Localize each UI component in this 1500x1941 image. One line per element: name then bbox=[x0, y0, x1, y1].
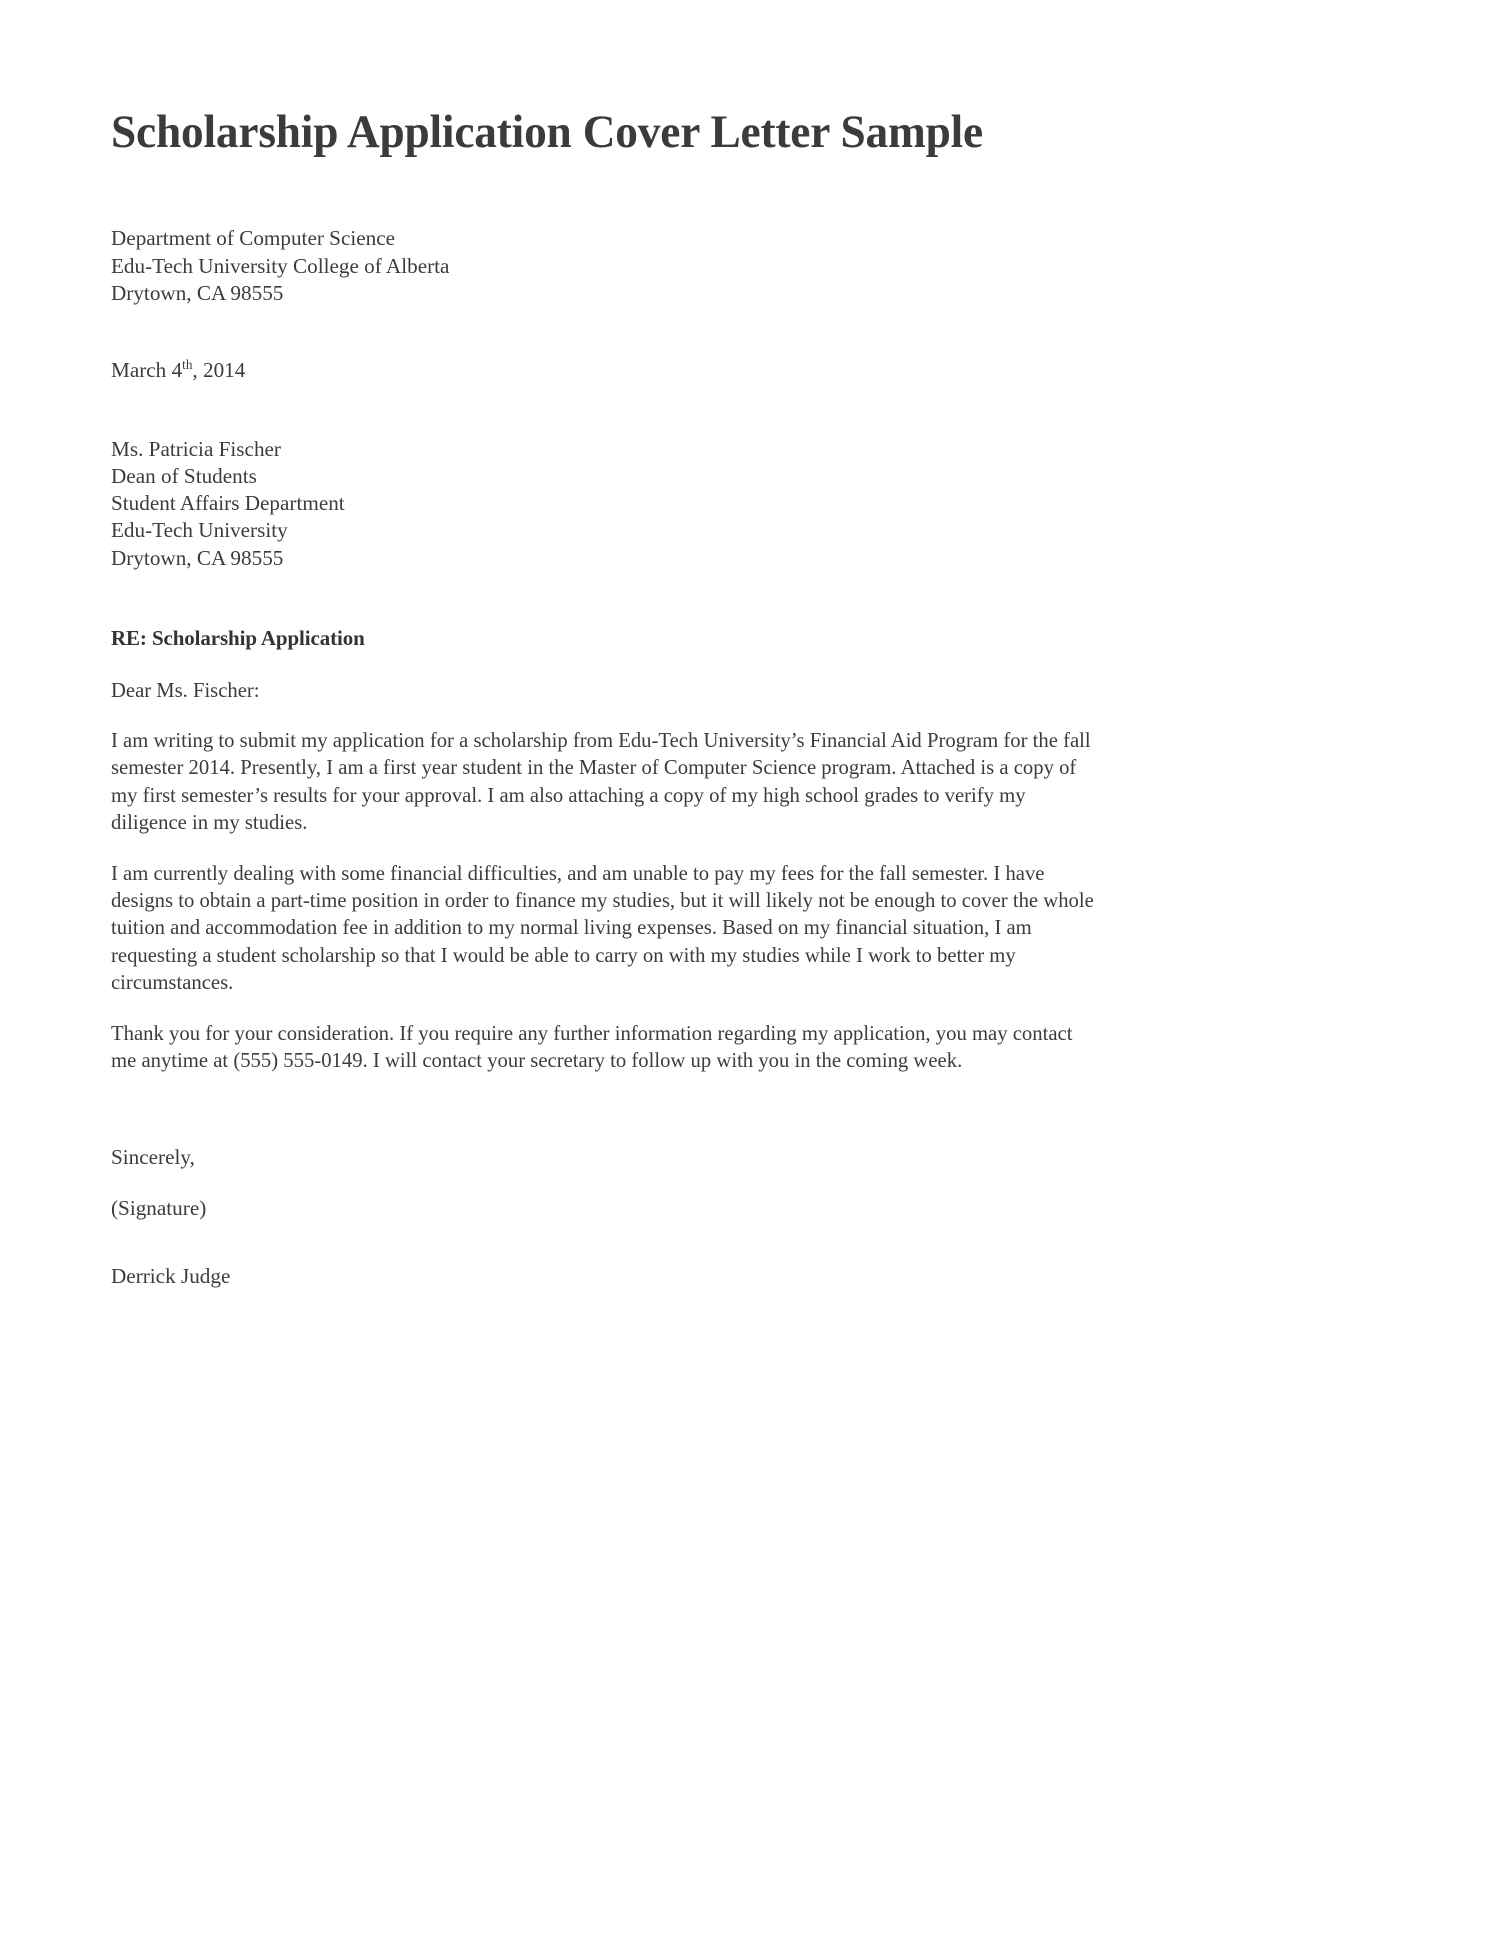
closing-block bbox=[111, 1144, 1101, 1290]
subject-line: RE: Scholarship Application bbox=[111, 626, 365, 651]
recipient-address-line: Edu-Tech University bbox=[111, 518, 288, 543]
salutation: Dear Ms. Fischer: bbox=[111, 678, 260, 703]
letter-date bbox=[111, 357, 1086, 384]
body-paragraph: Thank you for your consideration. If you require any further information regarding my application, you may contact me anytime at (555) 555-0149. I will contact your secretary to follow up with you in the coming week. bbox=[111, 1020, 1073, 1073]
signature-placeholder: (Signature) bbox=[111, 1196, 207, 1221]
date-line bbox=[111, 357, 1086, 384]
valediction: Sincerely, bbox=[111, 1145, 195, 1170]
date-ordinal-suffix: th bbox=[182, 357, 193, 373]
date-month-day: March 4 bbox=[111, 358, 183, 383]
body-paragraph: I am writing to submit my application for a scholarship from Edu-Tech University’s Financial Aid Program for the fall semester 2014. Presently, I am a first year student in the Master of Computer Science program. Attached is a copy of my first semester’s results for your approval. I am also attaching a copy of my high school grades to verify my diligence in my studies. bbox=[111, 728, 1091, 835]
letter-content bbox=[111, 0, 1101, 1290]
sender-address-line: Drytown, CA 98555 bbox=[111, 280, 284, 305]
sender-address-line: Department of Computer Science bbox=[111, 226, 396, 251]
recipient-address-block bbox=[111, 436, 1086, 572]
signer-name: Derrick Judge bbox=[111, 1264, 231, 1289]
recipient-address-line: Dean of Students bbox=[111, 463, 257, 488]
sender-address-line: Edu-Tech University College of Alberta bbox=[111, 253, 450, 278]
page-title: Scholarship Application Cover Letter Sample bbox=[111, 106, 983, 158]
body-paragraph: I am currently dealing with some financial difficulties, and am unable to pay my fees for the fall semester. I have designs to obtain a part-time position in order to finance my studies, but it will likely not be enough to cover the whole tuition and accommodation fee in addition to my normal living expenses. Based on my financial situation, I am requesting a student scholarship so that I would be able to carry on with my studies while I work to better my circumstances. bbox=[111, 860, 1094, 995]
recipient-address-line: Drytown, CA 98555 bbox=[111, 545, 284, 570]
date-year: , 2014 bbox=[192, 358, 246, 383]
recipient-address-line: Ms. Patricia Fischer bbox=[111, 436, 281, 461]
recipient-address-line: Student Affairs Department bbox=[111, 491, 345, 516]
sender-address-block bbox=[111, 225, 1086, 307]
